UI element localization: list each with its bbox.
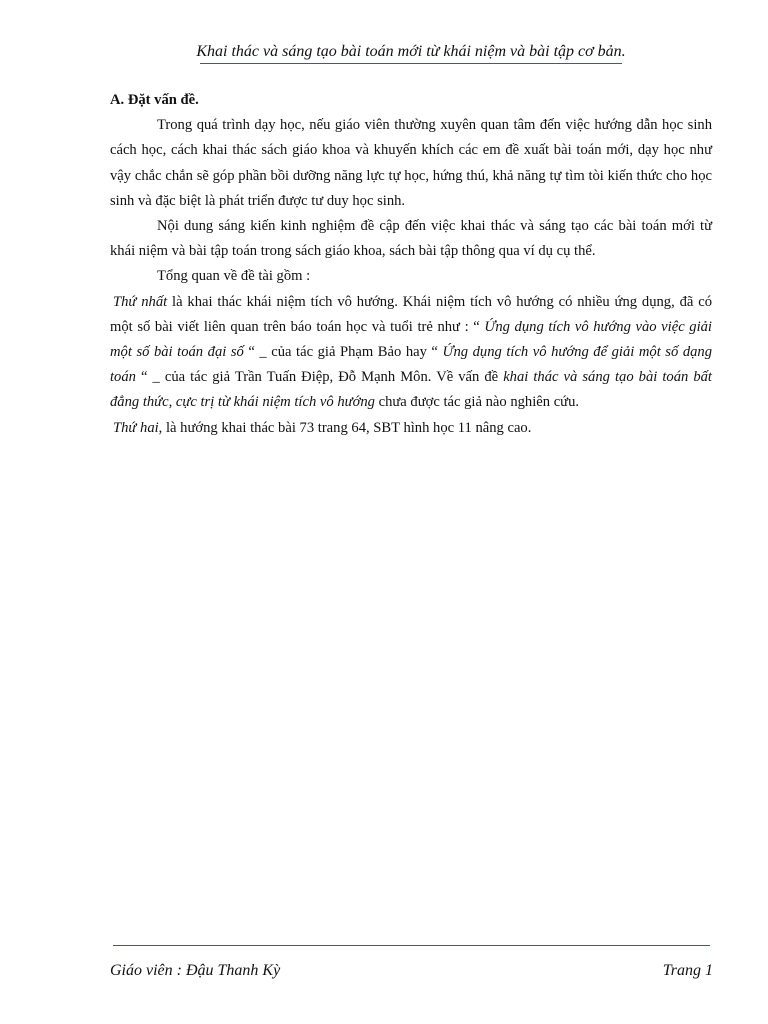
article-title-1: Ứng dụng tích vô hướng vào việc giải một số bài toán đại số bbox=[110, 318, 712, 361]
section-heading: A. Đặt vấn đề. bbox=[110, 92, 199, 108]
header-divider bbox=[200, 63, 622, 64]
topic-title: khai thác và sáng tạo bài toán bất đẳng thức, cực trị từ khái niệm tích vô hướng bbox=[110, 369, 712, 411]
first-text-2: “ _ của tác giả Phạm Bảo hay “ bbox=[243, 344, 443, 361]
first-text-4: chưa được tác giả nào nghiên cứu. bbox=[374, 394, 580, 411]
footer-page-number: Trang 1 bbox=[662, 962, 713, 979]
footer-divider bbox=[113, 945, 710, 946]
document-body bbox=[110, 88, 712, 441]
first-text-1: là khai thác khái niệm tích vô hướng. Khái niệm tích vô hướng có nhiều ứng dụng, đã có một số bài viết liên quan trên báo toán học và tuổi trẻ như : “ bbox=[110, 293, 712, 335]
paragraph-second-direction bbox=[110, 416, 712, 441]
page-header-title: Khai thác và sáng tạo bài toán mới từ khái niệm và bài tập cơ bản. bbox=[196, 43, 626, 60]
first-label: Thứ nhất bbox=[113, 293, 168, 310]
first-text-3: “ _ của tác giả Trần Tuấn Điệp, Đỗ Mạnh Môn. Về vấn đề bbox=[135, 369, 504, 386]
article-title-2: Ứng dụng tích vô hướng để giải một số dạng toán bbox=[110, 344, 713, 386]
paragraph-intro: Trong quá trình dạy học, nếu giáo viên thường xuyên quan tâm đến việc hướng dẫn học sinh cách học, cách khai thác sách giáo khoa và khuyến khích các em đề xuất bài toán mới, dạy học như vậy chắc chắn sẽ góp phần bồi dưỡng năng lực tự học, hứng thú, khả năng tự tìm tòi kiến thức cho học sinh và đặc biệt là phát triển được tư duy học sinh. bbox=[110, 117, 712, 209]
paragraph-overview: Tổng quan về đề tài gồm : bbox=[157, 268, 311, 285]
second-label: Thứ hai bbox=[113, 419, 159, 436]
paragraph-content-scope: Nội dung sáng kiến kinh nghiệm đề cập đến việc khai thác và sáng tạo các bài toán mới từ khái niệm và bài tập toán trong sách giáo khoa, sách bài tập thông qua ví dụ cụ thể. bbox=[110, 218, 712, 260]
footer-teacher: Giáo viên : Đậu Thanh Kỳ bbox=[110, 962, 281, 979]
second-text: , là hướng khai thác bài 73 trang 64, SBT hình học 11 nâng cao. bbox=[158, 419, 532, 436]
paragraph-first-direction bbox=[110, 290, 712, 416]
